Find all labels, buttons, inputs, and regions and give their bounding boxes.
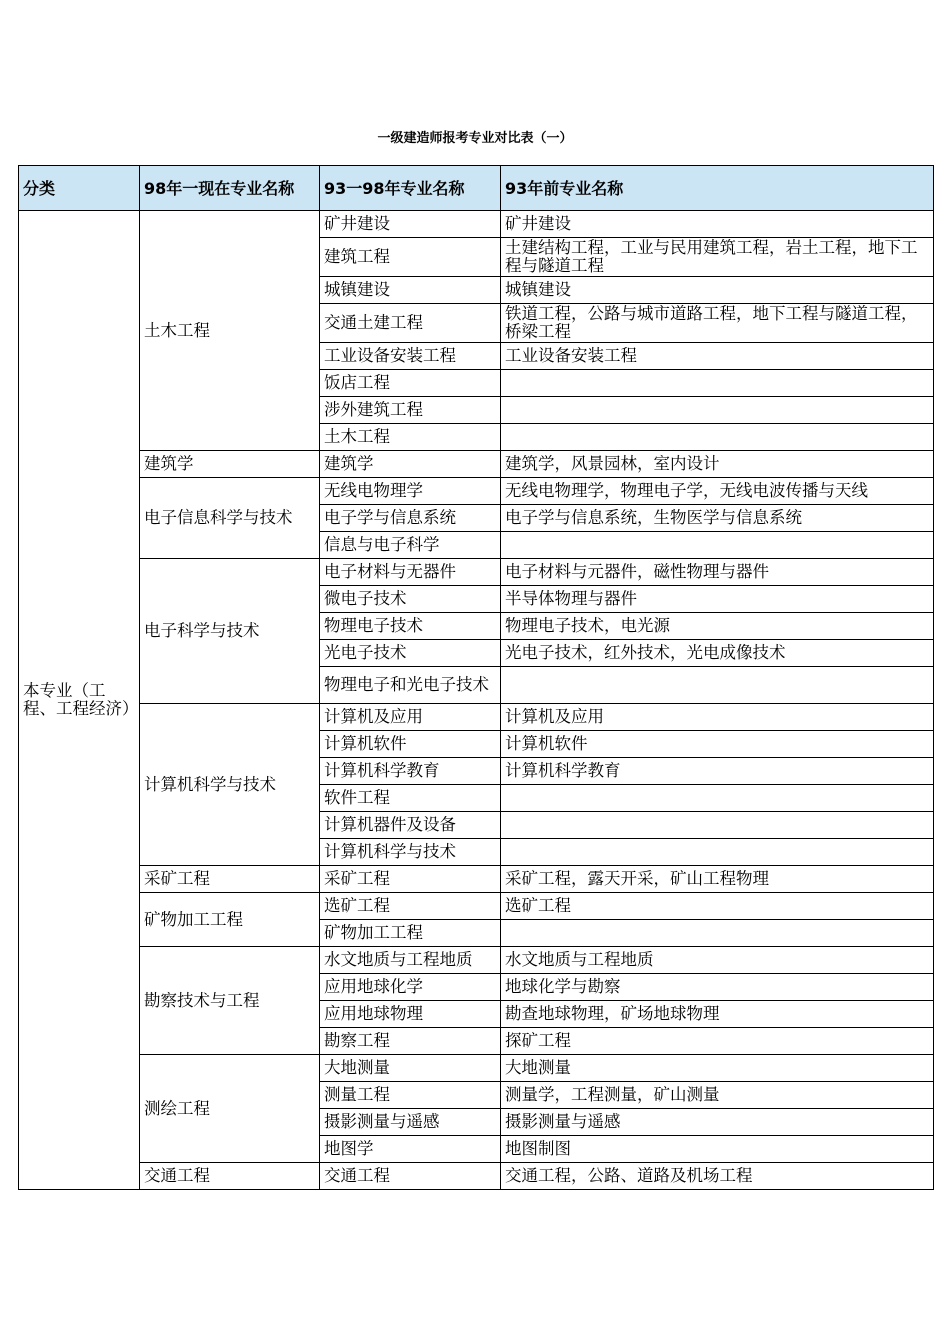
current-major-cell: 矿物加工工程 [140,893,320,947]
major-pre-93-cell [501,839,934,866]
major-pre-93-cell: 测量学，工程测量，矿山测量 [501,1082,934,1109]
major-93-98-cell: 涉外建筑工程 [320,397,501,424]
major-93-98-cell: 矿井建设 [320,211,501,238]
table-row [19,704,934,731]
header-row [19,166,934,211]
major-pre-93-cell: 地图制图 [501,1136,934,1163]
header-pre-93-major: 93年前专业名称 [501,166,934,211]
major-pre-93-cell: 地球化学与勘察 [501,974,934,1001]
major-pre-93-cell [501,812,934,839]
major-pre-93-cell: 水文地质与工程地质 [501,947,934,974]
major-93-98-cell: 选矿工程 [320,893,501,920]
major-pre-93-cell: 铁道工程，公路与城市道路工程，地下工程与隧道工程，桥梁工程 [501,304,934,343]
major-pre-93-cell [501,920,934,947]
current-major-cell: 电子信息科学与技术 [140,478,320,559]
major-93-98-cell: 交通工程 [320,1163,501,1190]
major-93-98-cell: 计算机器件及设备 [320,812,501,839]
current-major-cell: 计算机科学与技术 [140,704,320,866]
major-pre-93-cell: 探矿工程 [501,1028,934,1055]
document-title: 一级建造师报考专业对比表（一） [377,131,573,146]
major-pre-93-cell: 计算机及应用 [501,704,934,731]
category-cell: 本专业（工程、工程经济） [19,211,140,1190]
major-93-98-cell: 摄影测量与遥感 [320,1109,501,1136]
major-93-98-cell: 勘察工程 [320,1028,501,1055]
current-major-cell: 交通工程 [140,1163,320,1190]
table-row [19,893,934,920]
major-pre-93-cell: 采矿工程，露天开采，矿山工程物理 [501,866,934,893]
major-pre-93-cell: 计算机科学教育 [501,758,934,785]
major-93-98-cell: 矿物加工工程 [320,920,501,947]
current-major-cell: 测绘工程 [140,1055,320,1163]
major-93-98-cell: 交通土建工程 [320,304,501,343]
major-pre-93-cell: 勘查地球物理，矿场地球物理 [501,1001,934,1028]
major-93-98-cell: 大地测量 [320,1055,501,1082]
current-major-cell: 采矿工程 [140,866,320,893]
major-pre-93-cell: 物理电子技术，电光源 [501,613,934,640]
major-pre-93-cell: 电子学与信息系统，生物医学与信息系统 [501,505,934,532]
table-row [19,559,934,586]
major-93-98-cell: 饭店工程 [320,370,501,397]
major-93-98-cell: 工业设备安装工程 [320,343,501,370]
major-pre-93-cell: 计算机软件 [501,731,934,758]
current-major-cell: 土木工程 [140,211,320,451]
major-93-98-cell: 计算机及应用 [320,704,501,731]
major-93-98-cell: 光电子技术 [320,640,501,667]
table-row [19,947,934,974]
table-row [19,478,934,505]
major-93-98-cell: 物理电子和光电子技术 [320,667,501,704]
major-93-98-cell: 无线电物理学 [320,478,501,505]
major-pre-93-cell [501,397,934,424]
major-93-98-cell: 应用地球物理 [320,1001,501,1028]
major-93-98-cell: 软件工程 [320,785,501,812]
major-pre-93-cell [501,370,934,397]
major-pre-93-cell [501,785,934,812]
major-pre-93-cell [501,532,934,559]
current-major-cell: 勘察技术与工程 [140,947,320,1055]
table-row [19,211,934,238]
major-pre-93-cell: 城镇建设 [501,277,934,304]
major-pre-93-cell: 选矿工程 [501,893,934,920]
major-pre-93-cell: 工业设备安装工程 [501,343,934,370]
major-93-98-cell: 测量工程 [320,1082,501,1109]
major-pre-93-cell: 无线电物理学，物理电子学，无线电波传播与天线 [501,478,934,505]
major-93-98-cell: 微电子技术 [320,586,501,613]
major-93-98-cell: 计算机科学与技术 [320,839,501,866]
major-93-98-cell: 建筑学 [320,451,501,478]
current-major-cell: 建筑学 [140,451,320,478]
major-93-98-cell: 计算机软件 [320,731,501,758]
table-row [19,451,934,478]
major-pre-93-cell: 光电子技术，红外技术，光电成像技术 [501,640,934,667]
table-row [19,1163,934,1190]
major-93-98-cell: 采矿工程 [320,866,501,893]
major-93-98-cell: 信息与电子科学 [320,532,501,559]
major-93-98-cell: 土木工程 [320,424,501,451]
major-93-98-cell: 物理电子技术 [320,613,501,640]
major-pre-93-cell: 大地测量 [501,1055,934,1082]
major-pre-93-cell: 半导体物理与器件 [501,586,934,613]
header-category: 分类 [19,166,140,211]
major-93-98-cell: 地图学 [320,1136,501,1163]
major-93-98-cell: 计算机科学教育 [320,758,501,785]
table-body [19,211,934,1190]
current-major-cell: 电子科学与技术 [140,559,320,704]
table-row [19,1055,934,1082]
major-pre-93-cell: 土建结构工程，工业与民用建筑工程，岩土工程，地下工程与隧道工程 [501,238,934,277]
major-93-98-cell: 电子材料与无器件 [320,559,501,586]
major-pre-93-cell [501,667,934,704]
major-pre-93-cell: 建筑学，风景园林，室内设计 [501,451,934,478]
comparison-table [18,165,934,1190]
major-93-98-cell: 城镇建设 [320,277,501,304]
major-pre-93-cell: 电子材料与元器件，磁性物理与器件 [501,559,934,586]
major-93-98-cell: 建筑工程 [320,238,501,277]
major-93-98-cell: 电子学与信息系统 [320,505,501,532]
major-93-98-cell: 应用地球化学 [320,974,501,1001]
header-current-major: 98年一现在专业名称 [140,166,320,211]
major-pre-93-cell [501,424,934,451]
table-row [19,866,934,893]
major-93-98-cell: 水文地质与工程地质 [320,947,501,974]
major-pre-93-cell: 交通工程，公路、道路及机场工程 [501,1163,934,1190]
major-pre-93-cell: 摄影测量与遥感 [501,1109,934,1136]
major-pre-93-cell: 矿井建设 [501,211,934,238]
header-93-98-major: 93一98年专业名称 [320,166,501,211]
